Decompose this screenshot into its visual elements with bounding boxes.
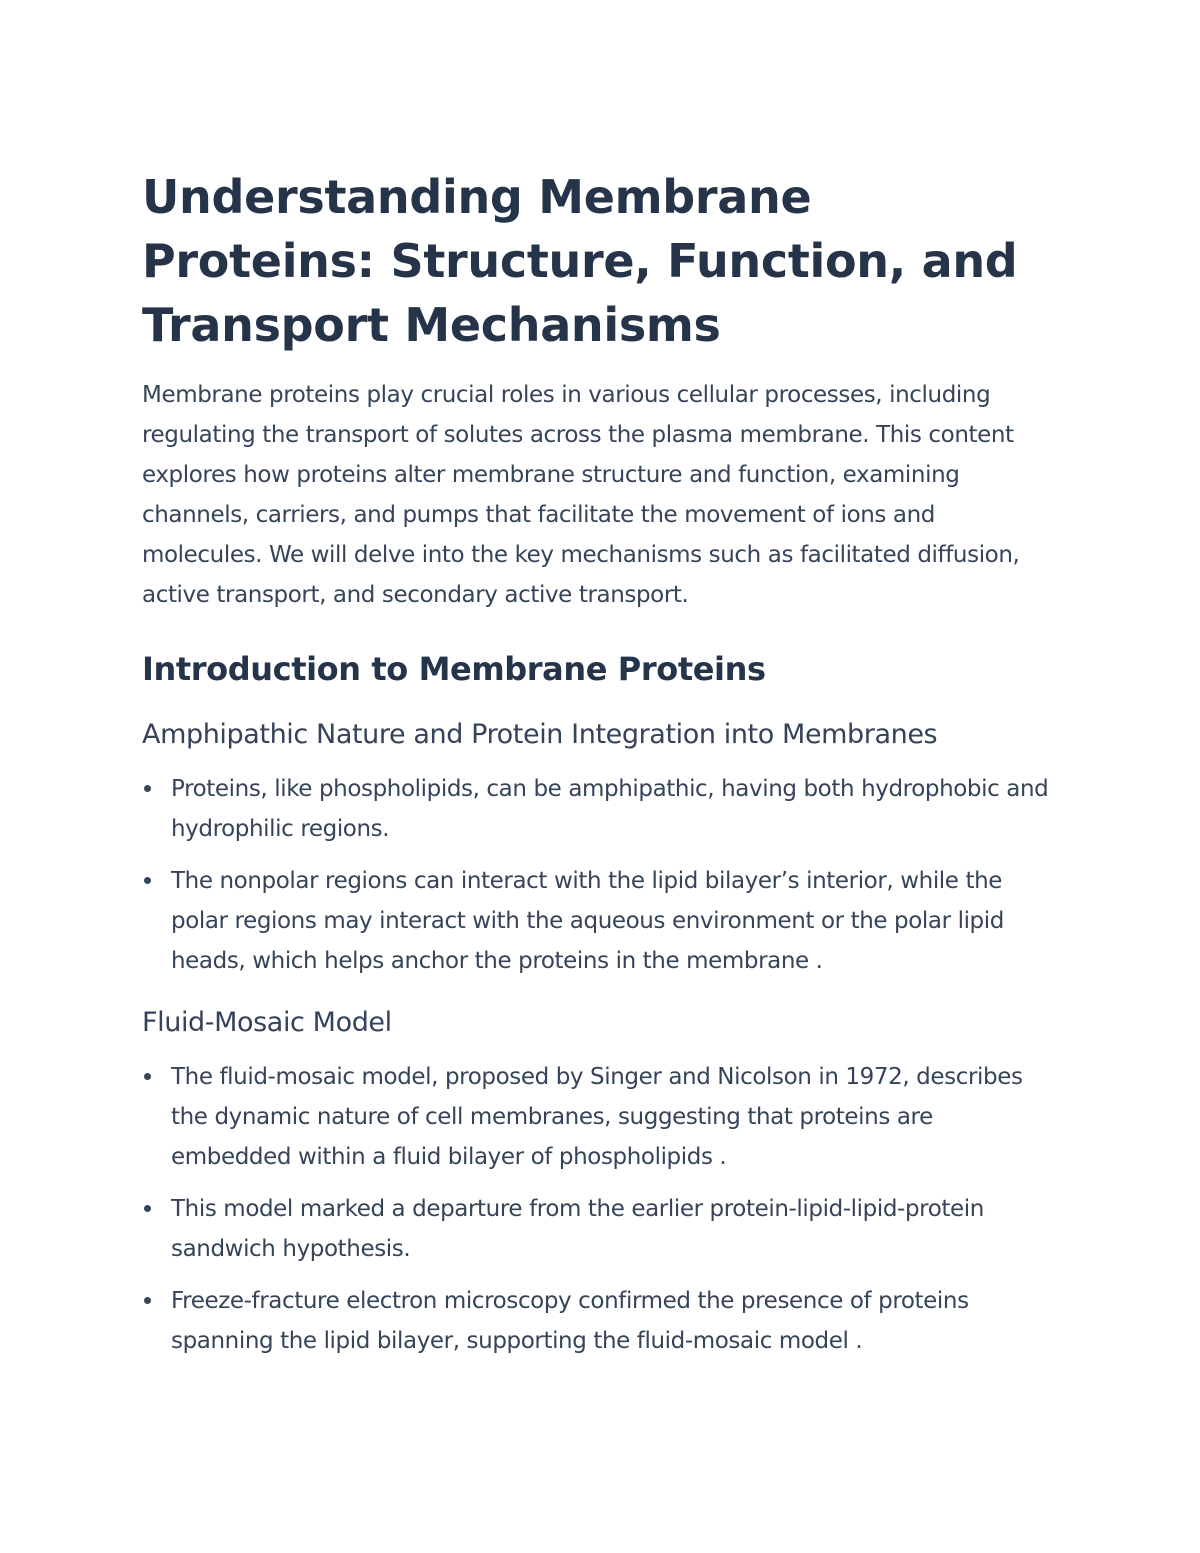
- document-page: [142, 165, 1052, 1373]
- section-heading: Introduction to Membrane Proteins: [142, 650, 766, 688]
- list-item-text: The fluid-mosaic model, proposed by Singer and Nicolson in 1972, describes the dynamic nature of cell membranes, suggesting that proteins are embedded within a fluid bilayer of phospholipids .: [171, 1064, 1023, 1170]
- intro-paragraph: Membrane proteins play crucial roles in various cellular processes, including regulating the transport of solutes across the plasma membrane. This content explores how proteins alter membrane structure and function, examining channels, carriers, and pumps that facilitate the movement of ions and molecules. We will delve into the key mechanisms such as facilitated diffusion, active transport, and secondary active transport.: [142, 382, 1020, 608]
- list-item: [142, 1281, 1052, 1361]
- bullet-icon: [144, 1297, 151, 1304]
- list-item: [142, 1189, 1052, 1269]
- list-item-text: Proteins, like phospholipids, can be amphipathic, having both hydrophobic and hydrophilic regions.: [171, 776, 1049, 842]
- list-item: [142, 861, 1052, 981]
- document-title: Understanding Membrane Proteins: Structure, Function, and Transport Mechanisms: [142, 170, 1018, 352]
- list-item-text: This model marked a departure from the earlier protein-lipid-lipid-protein sandwich hypothesis.: [171, 1196, 984, 1262]
- subsection-heading-fluid-mosaic: Fluid-Mosaic Model: [142, 1007, 392, 1038]
- bullet-icon: [144, 877, 151, 884]
- bullet-icon: [144, 785, 151, 792]
- bullet-list-fluid-mosaic: [142, 1057, 1052, 1361]
- list-item: [142, 769, 1052, 849]
- list-item-text: Freeze-fracture electron microscopy confirmed the presence of proteins spanning the lipid bilayer, supporting the fluid-mosaic model .: [171, 1288, 969, 1354]
- subsection-heading-amphipathic: Amphipathic Nature and Protein Integration into Membranes: [142, 719, 938, 750]
- bullet-list-amphipathic: [142, 769, 1052, 981]
- list-item: [142, 1057, 1052, 1177]
- bullet-icon: [144, 1073, 151, 1080]
- bullet-icon: [144, 1205, 151, 1212]
- list-item-text: The nonpolar regions can interact with the lipid bilayer’s interior, while the polar regions may interact with the aqueous environment or the polar lipid heads, which helps anchor the proteins in the membrane .: [171, 868, 1004, 974]
